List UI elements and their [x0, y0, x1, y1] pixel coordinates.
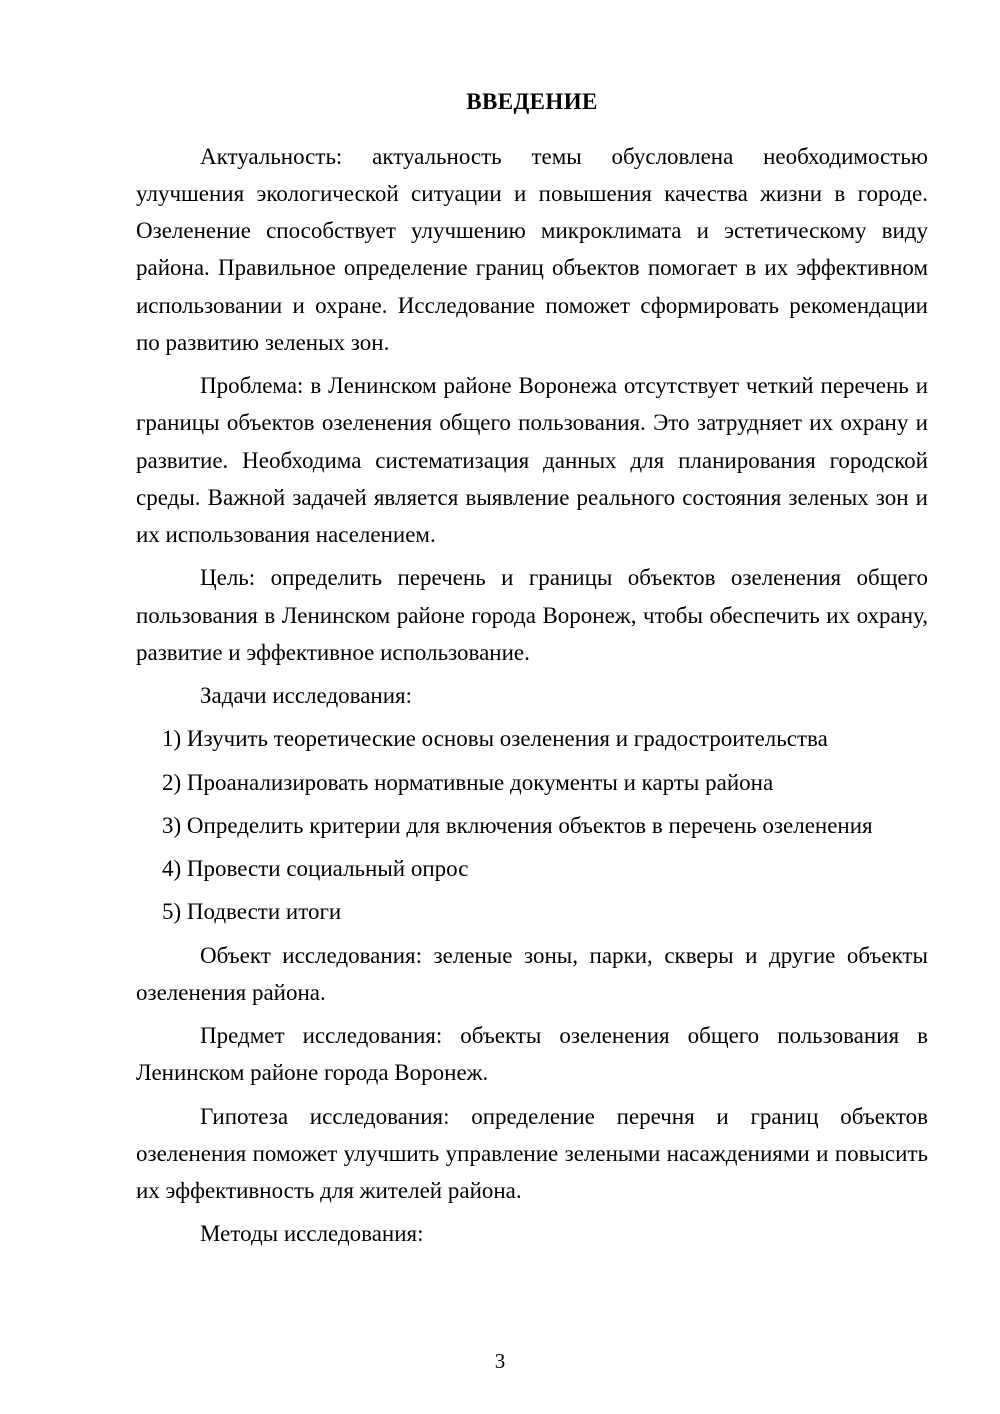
- paragraph-relevance: Актуальность: актуальность темы обусловлена необходимостью улучшения экологической ситуации и повышения качества жизни в городе. Озеленение способствует улучшению микроклимата и эстетическому виду района. Правильное определение границ объектов помогает в их эффективном использовании и охране. Исследование поможет сформировать рекомендации по развитию зеленых зон.: [136, 143, 928, 355]
- paragraph-hypothesis: Гипотеза исследования: определение перечня и границ объектов озеленения поможет улучшить управление зелеными насаждениями и повысить их эффективность для жителей района.: [136, 1103, 928, 1204]
- list-item: 2) Проанализировать нормативные документы и карты района: [162, 769, 774, 795]
- list-item: 5) Подвести итоги: [162, 899, 342, 925]
- paragraph-problem: Проблема: в Ленинском районе Воронежа отсутствует четкий перечень и границы объектов озеленения общего пользования. Это затрудняет их охрану и развитие. Необходима систематизация данных для планирования городской среды. Важной задачей является выявление реального состояния зеленых зон и их использования населением.: [136, 373, 928, 548]
- list-item: 1) Изучить теоретические основы озеленения и градостроительства: [162, 726, 828, 752]
- paragraph-object: Объект исследования: зеленые зоны, парки, скверы и другие объекты озеленения района.: [136, 942, 928, 1005]
- paragraph-goal: Цель: определить перечень и границы объектов озеленения общего пользования в Ленинском районе города Воронеж, чтобы обеспечить их охрану, развитие и эффективное использование.: [136, 565, 928, 665]
- page-number: 3: [494, 1349, 506, 1373]
- page-title: ВВЕДЕНИЕ: [466, 89, 598, 114]
- list-item: 3) Определить критерии для включения объектов в перечень озеленения: [162, 812, 873, 838]
- paragraph-tasks-heading: Задачи исследования:: [200, 683, 413, 709]
- paragraph-subject: Предмет исследования: объекты озеленения общего пользования в Ленинском районе города Воронеж.: [136, 1023, 928, 1086]
- list-item: 4) Провести социальный опрос: [162, 856, 469, 882]
- paragraph-methods-heading: Методы исследования:: [200, 1221, 424, 1247]
